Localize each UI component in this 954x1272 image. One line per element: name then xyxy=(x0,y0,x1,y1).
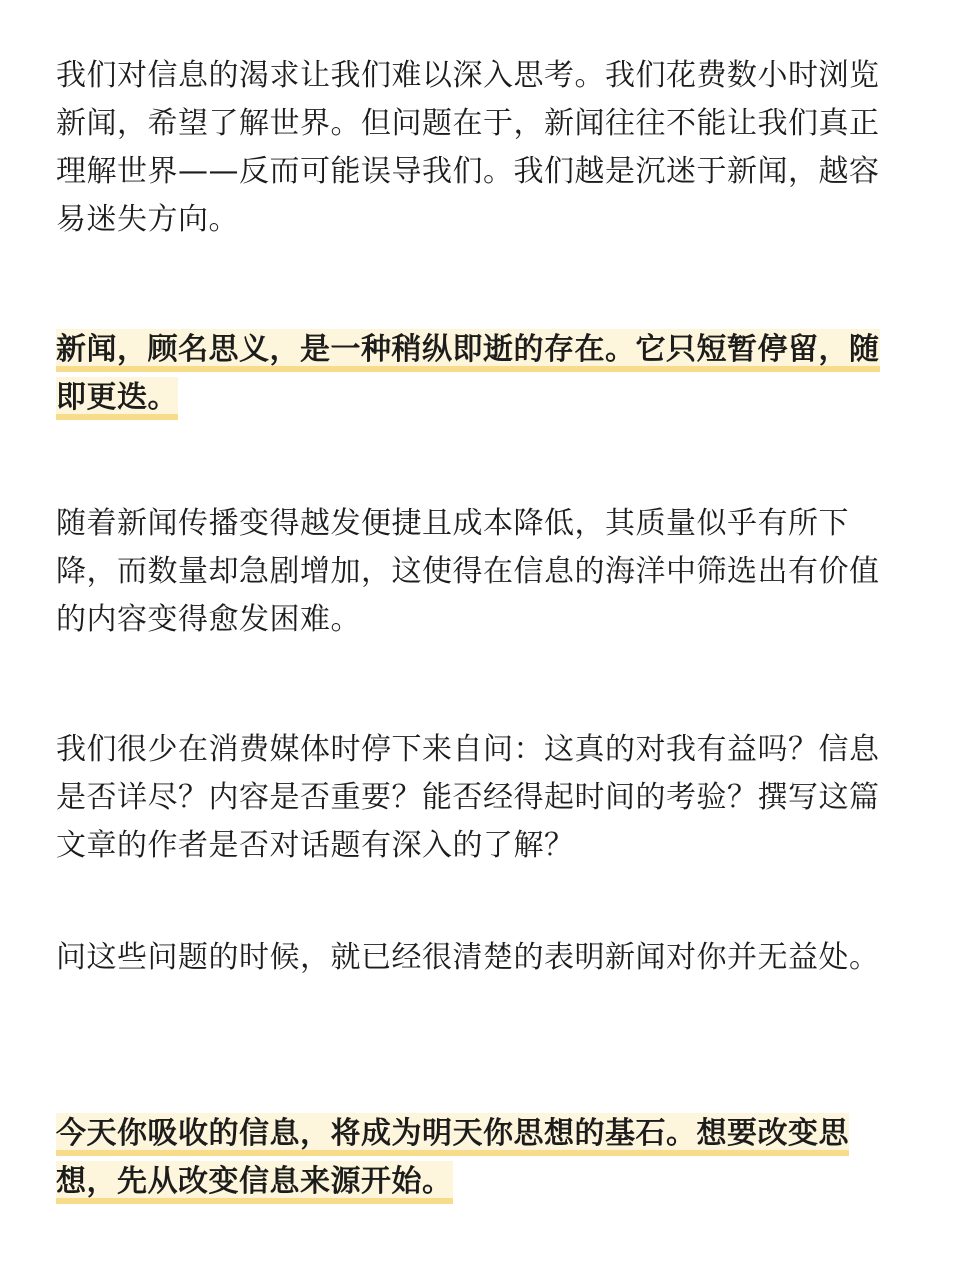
highlight-quote-change-sources xyxy=(56,1110,890,1206)
paragraph-conclusion-text: 问这些问题的时候，就已经很清楚的表明新闻对你并无益处。 xyxy=(56,940,880,975)
paragraph-quality-decline-text: 随着新闻传播变得越发便捷且成本降低，其质量似乎有所下降，而数量却急剧增加，这使得在信息的海洋中筛选出有价值的内容变得愈发困难。 xyxy=(56,506,880,637)
highlighted-text: 新闻，顾名思义，是一种稍纵即逝的存在。它只短暂停留，随即更迭。 xyxy=(56,329,880,420)
paragraph-intro-text: 我们对信息的渴求让我们难以深入思考。我们花费数小时浏览新闻，希望了解世界。但问题在于，新闻往往不能让我们真正理解世界——反而可能误导我们。我们越是沉迷于新闻，越容易迷失方向。 xyxy=(56,58,880,237)
highlighted-text: 今天你吸收的信息，将成为明天你思想的基石。想要改变思想，先从改变信息来源开始。 xyxy=(56,1113,849,1204)
paragraph-self-questions xyxy=(56,726,890,870)
paragraph-quality-decline xyxy=(56,500,890,644)
highlight-quote-news-transient xyxy=(56,326,890,422)
paragraph-conclusion xyxy=(56,934,890,982)
paragraph-self-questions-text: 我们很少在消费媒体时停下来自问：这真的对我有益吗？信息是否详尽？内容是否重要？能否经得起时间的考验？撰写这篇文章的作者是否对话题有深入的了解？ xyxy=(56,732,880,863)
paragraph-intro xyxy=(56,52,890,244)
